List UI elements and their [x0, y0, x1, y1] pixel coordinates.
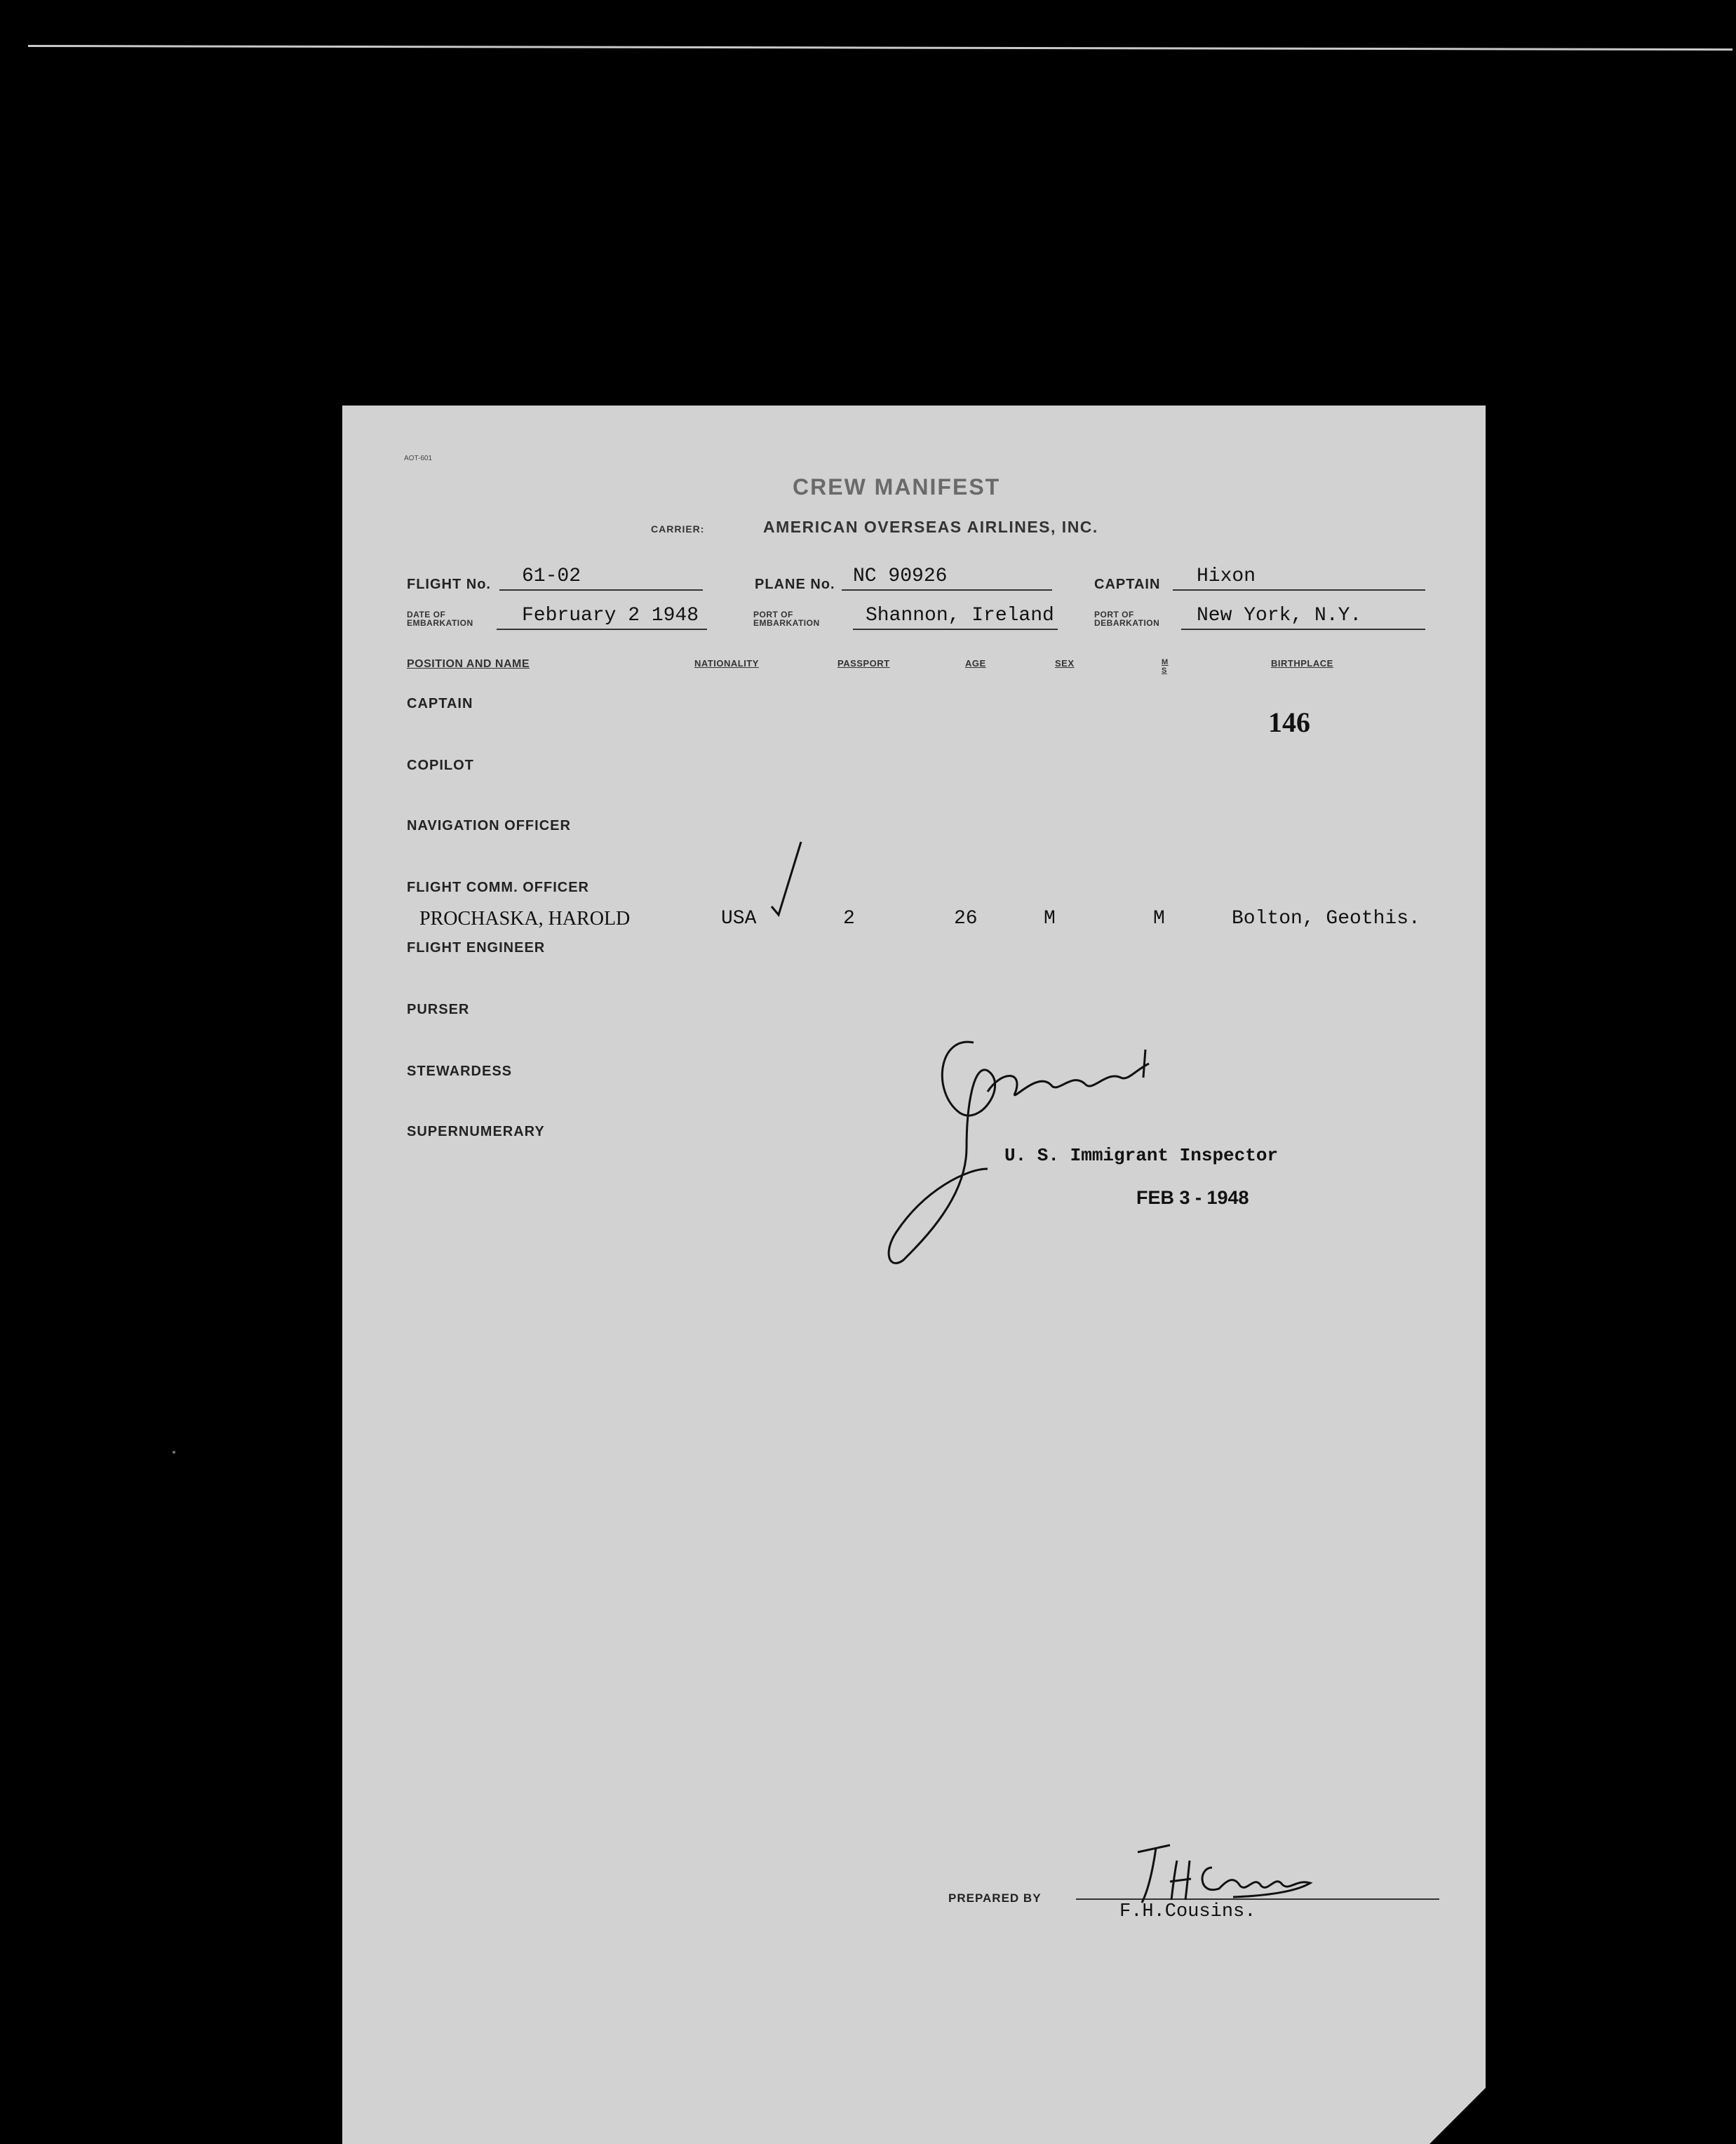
check-mark-icon	[769, 839, 811, 923]
col-birthplace: BIRTHPLACE	[1271, 658, 1333, 669]
port-emb-label-line2: EMBARKATION	[753, 618, 820, 628]
col-nationality: NATIONALITY	[694, 658, 759, 669]
form-code: AOT-601	[404, 455, 433, 462]
position-flight-engineer: FLIGHT ENGINEER	[407, 940, 546, 956]
crew-passport: 2	[843, 908, 855, 930]
port-deb-line	[1181, 629, 1425, 630]
port-embarkation-value: Shannon, Ireland	[866, 605, 1054, 627]
captain-line	[1173, 589, 1425, 591]
port-embarkation-label	[753, 610, 820, 627]
crew-marital: M	[1153, 908, 1165, 930]
crew-sex: M	[1044, 908, 1056, 930]
position-navigation-officer: NAVIGATION OFFICER	[407, 818, 571, 833]
flight-no-line	[499, 589, 703, 591]
port-deb-label-line1: PORT OF	[1094, 610, 1134, 619]
folded-corner	[1429, 2088, 1486, 2144]
inspector-title: U. S. Immigrant Inspector	[1004, 1145, 1279, 1166]
port-emb-line	[853, 629, 1058, 630]
date-label	[407, 610, 473, 627]
plane-no-label: PLANE No.	[755, 577, 835, 592]
page-title: CREW MANIFEST	[793, 474, 1001, 500]
port-deb-label-line2: DEBARKATION	[1094, 618, 1160, 628]
position-stewardess: STEWARDESS	[407, 1064, 513, 1079]
port-emb-label-line1: PORT OF	[753, 610, 793, 619]
crew-age: 26	[954, 908, 978, 930]
captain-label: CAPTAIN	[1094, 577, 1161, 592]
flight-no-label: FLIGHT No.	[407, 577, 491, 592]
flight-no-value: 61-02	[522, 565, 581, 587]
port-debarkation-value: New York, N.Y.	[1197, 605, 1362, 627]
plane-no-line	[842, 589, 1052, 591]
prepared-by-label: PREPARED BY	[948, 1891, 1042, 1905]
scan-speck	[173, 1451, 175, 1454]
position-flight-comm-officer: FLIGHT COMM. OFFICER	[407, 880, 589, 895]
preparer-name: F.H.Cousins.	[1119, 1901, 1256, 1922]
captain-value: Hixon	[1197, 565, 1256, 587]
preparer-signature	[1128, 1840, 1324, 1910]
scan-border-line	[28, 45, 1732, 51]
inspector-date-stamp: FEB 3 - 1948	[1136, 1187, 1249, 1208]
col-passport: PASSPORT	[837, 658, 890, 669]
manifest-number: 146	[1268, 706, 1310, 738]
crew-birthplace: Bolton, Geothis.	[1232, 908, 1420, 930]
position-supernumerary: SUPERNUMERARY	[407, 1124, 545, 1139]
position-copilot: COPILOT	[407, 758, 474, 773]
carrier-name: AMERICAN OVERSEAS AIRLINES, INC.	[763, 518, 1098, 536]
plane-no-value: NC 90926	[853, 565, 948, 587]
col-sex: SEX	[1055, 658, 1075, 669]
date-label-line1: DATE OF	[407, 610, 446, 619]
port-debarkation-label	[1094, 610, 1159, 627]
date-value: February 2 1948	[522, 605, 699, 627]
col-age: AGE	[965, 658, 986, 669]
col-position: POSITION AND NAME	[407, 658, 530, 670]
crew-name: PROCHASKA, HAROLD	[419, 908, 631, 930]
position-captain: CAPTAIN	[407, 696, 473, 711]
carrier-label: CARRIER:	[651, 523, 705, 535]
date-label-line2: EMBARKATION	[407, 618, 473, 628]
col-marital: M S	[1162, 658, 1169, 675]
position-purser: PURSER	[407, 1002, 470, 1017]
crew-nationality: USA	[721, 908, 757, 930]
date-line	[497, 629, 707, 630]
manifest-page	[342, 406, 1486, 2144]
